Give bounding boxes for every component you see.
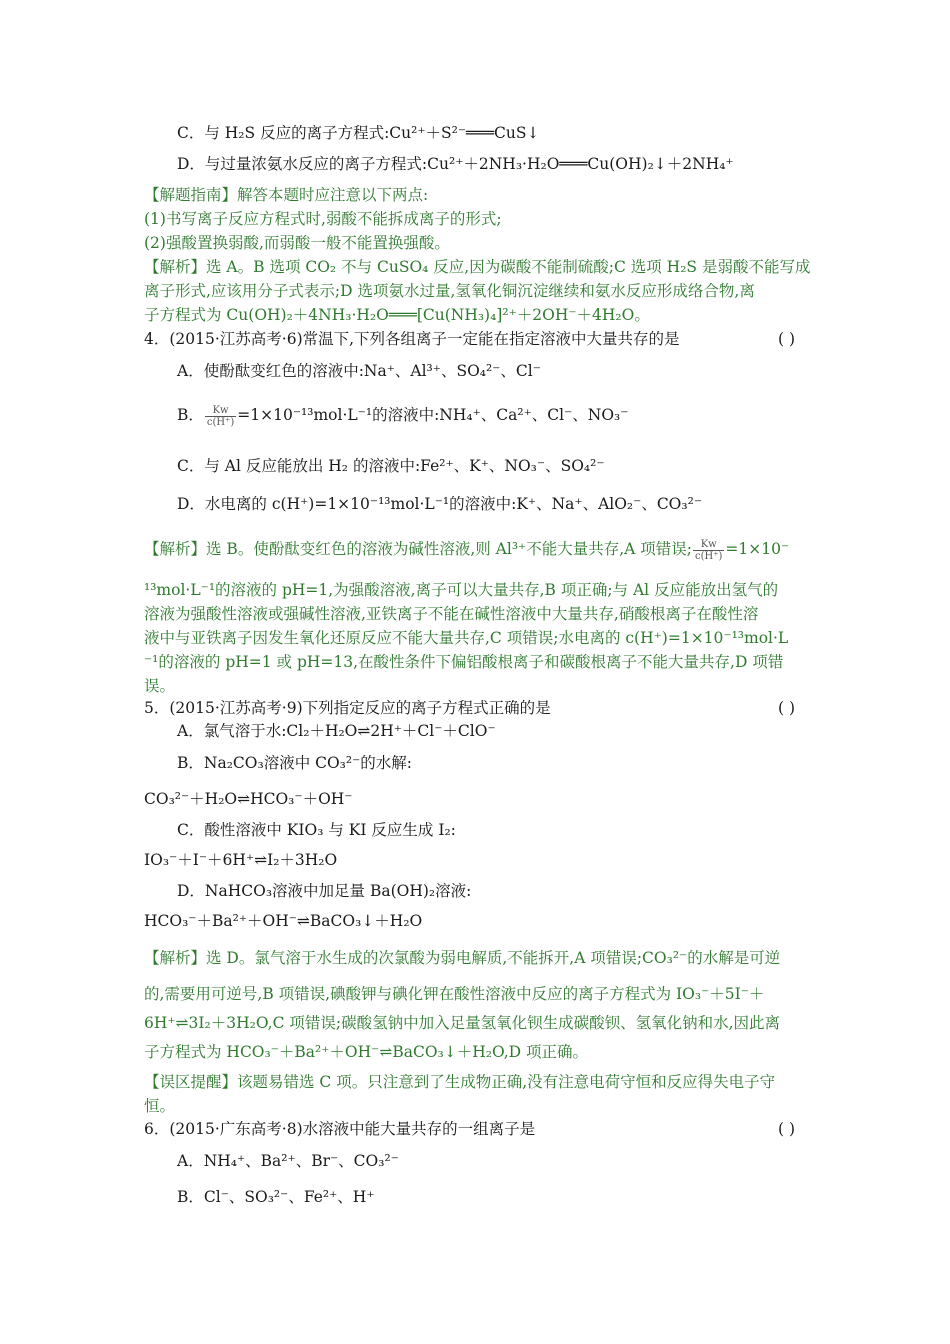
q5-analysis-line-3: 6H⁺⇌3I₂＋3H₂O,C 项错误;碳酸氢钠中加入足量氢氧化钡生成碳酸钡、氢氧化钠和水,因此离: [144, 1014, 781, 1032]
q5-option-b: B．Na₂CO₃溶液中 CO₃²⁻的水解:: [177, 754, 413, 772]
q3-guide-point-1: (1)书写离子反应方程式时,弱酸不能拆成离子的形式;: [144, 210, 502, 228]
q5-option-c: C．酸性溶液中 KIO₃ 与 KI 反应生成 I₂:: [177, 821, 456, 839]
q4-analysis-line-1: [144, 538, 789, 562]
kw-fraction-analysis: [693, 539, 724, 562]
q5-mistake-tip-line-1: 【误区提醒】该题易错选 C 项。只注意到了生成物正确,没有注意电荷守恒和反应得失电子守: [144, 1073, 776, 1091]
q5-analysis-line-1: 【解析】选 D。氯气溶于水生成的次氯酸为弱电解质,不能拆开,A 项错误;CO₃²⁻的水解是可逆: [144, 949, 781, 967]
q4-analysis-line-2: ¹³mol·L⁻¹的溶液的 pH=1,为强酸溶液,离子可以大量共存,B 项正确;与 Al 反应能放出氢气的: [144, 581, 779, 599]
q3-guide-point-2: (2)强酸置换弱酸,而弱酸一般不能置换强酸。: [144, 234, 450, 252]
q4-option-d: D．水电离的 c(H⁺)=1×10⁻¹³mol·L⁻¹的溶液中:K⁺、Na⁺、AlO₂⁻、CO₃²⁻: [177, 495, 702, 513]
q4-stem: 4．(2015·江苏高考·6)常温下,下列各组离子一定能在指定溶液中大量共存的是: [144, 330, 680, 348]
q5-option-a: A．氯气溶于水:Cl₂＋H₂O⇌2H⁺＋Cl⁻＋ClO⁻: [177, 722, 496, 740]
q4-analysis-line-4: 液中与亚铁离子因发生氧化还原反应不能大量共存,C 项错误;水电离的 c(H⁺)=1×10⁻¹³mol·L: [144, 629, 789, 647]
q6-stem: 6．(2015·广东高考·8)水溶液中能大量共存的一组离子是: [144, 1120, 536, 1138]
q5-answer-paren: ( ): [778, 699, 796, 717]
q4-option-b: [177, 404, 628, 428]
fraction-numerator: Kw: [212, 404, 229, 416]
q5-option-b-equation: CO₃²⁻＋H₂O⇌HCO₃⁻＋OH⁻: [144, 790, 353, 808]
q3-analysis-line-1: 【解析】选 A。B 选项 CO₂ 不与 CuSO₄ 反应,因为碳酸不能制硫酸;C 选项 H₂S 是弱酸不能写成: [144, 258, 811, 276]
q3-option-d: D．与过量浓氨水反应的离子方程式:Cu²⁺＋2NH₃·H₂O═══Cu(OH)₂↓＋2NH₄⁺: [177, 155, 734, 173]
kw-fraction: [205, 405, 236, 428]
q4-option-b-text: =1×10⁻¹³mol·L⁻¹的溶液中:NH₄⁺、Ca²⁺、Cl⁻、NO₃⁻: [237, 406, 629, 424]
q4-option-a: A．使酚酞变红色的溶液中:Na⁺、Al³⁺、SO₄²⁻、Cl⁻: [177, 362, 541, 380]
q4-analysis-line-6: 误。: [144, 677, 176, 695]
q5-option-c-equation: IO₃⁻＋I⁻＋6H⁺⇌I₂＋3H₂O: [144, 851, 338, 869]
q4-analysis-text: 【解析】选 B。使酚酞变红色的溶液为碱性溶液,则 Al³⁺不能大量共存,A 项错误;: [144, 540, 692, 558]
q3-option-c: C．与 H₂S 反应的离子方程式:Cu²⁺＋S²⁻═══CuS↓: [177, 124, 540, 142]
q5-analysis-line-4: 子方程式为 HCO₃⁻＋Ba²⁺＋OH⁻⇌BaCO₃↓＋H₂O,D 项正确。: [144, 1043, 589, 1061]
q4-answer-paren: ( ): [778, 330, 796, 348]
fraction-denominator: c(H⁺): [206, 416, 235, 428]
q6-option-b: B．Cl⁻、SO₃²⁻、Fe²⁺、H⁺: [177, 1188, 375, 1206]
q4-analysis-line-5: ⁻¹的溶液的 pH=1 或 pH=13,在酸性条件下偏铝酸根离子和碳酸根离子不能大量共存,D 项错: [144, 653, 784, 671]
fraction-numerator: Kw: [700, 538, 717, 550]
q5-analysis-line-2: 的,需要用可逆号,B 项错误,碘酸钾与碘化钾在酸性溶液中反应的离子方程式为 IO₃⁻＋5I⁻＋: [144, 985, 765, 1003]
q5-option-d-equation: HCO₃⁻＋Ba²⁺＋OH⁻⇌BaCO₃↓＋H₂O: [144, 912, 423, 930]
q4-analysis-text-cont: =1×10⁻: [725, 540, 790, 558]
q6-answer-paren: ( ): [778, 1120, 796, 1138]
fraction-denominator: c(H⁺): [695, 550, 723, 562]
q5-stem: 5．(2015·江苏高考·9)下列指定反应的离子方程式正确的是: [144, 699, 551, 717]
q4-option-c: C．与 Al 反应能放出 H₂ 的溶液中:Fe²⁺、K⁺、NO₃⁻、SO₄²⁻: [177, 457, 605, 475]
q3-analysis-line-2: 离子形式,应该用分子式表示;D 选项氨水过量,氢氧化铜沉淀继续和氨水反应形成络合物,离: [144, 282, 755, 300]
q5-option-d: D．NaHCO₃溶液中加足量 Ba(OH)₂溶液:: [177, 882, 472, 900]
q6-option-a: A．NH₄⁺、Ba²⁺、Br⁻、CO₃²⁻: [177, 1152, 399, 1170]
q4-analysis-line-3: 溶液为强酸性溶液或强碱性溶液,亚铁离子不能在碱性溶液中大量共存,硝酸根离子在酸性溶: [144, 605, 759, 623]
q3-analysis-line-3: 子方程式为 Cu(OH)₂＋4NH₃·H₂O═══[Cu(NH₃)₄]²⁺＋2OH⁻＋4H₂O。: [144, 306, 650, 324]
q5-mistake-tip-line-2: 恒。: [144, 1097, 176, 1115]
q3-guide-title: 【解题指南】解答本题时应注意以下两点:: [144, 186, 429, 204]
q4-option-b-label: B．: [177, 406, 204, 424]
